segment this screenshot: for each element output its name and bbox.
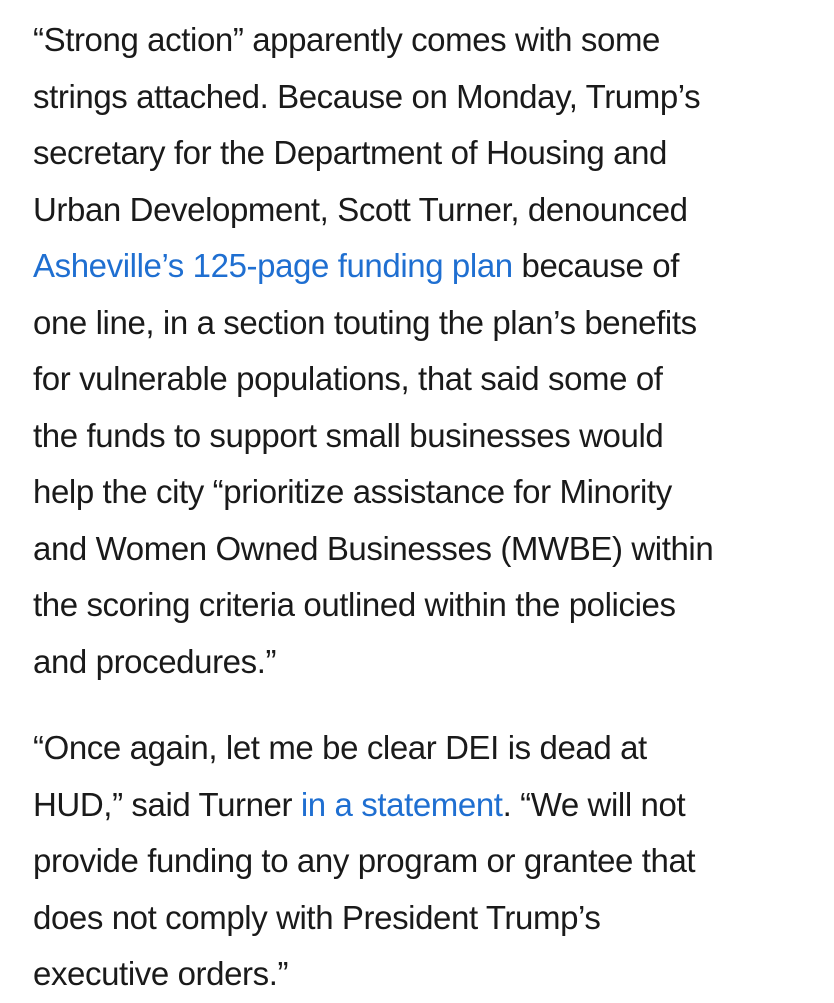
text-line: and procedures.” (33, 642, 277, 680)
text-line: one line, in a section touting the plan’s benefits (33, 303, 697, 341)
funding-plan-link[interactable]: Asheville’s 125-page funding plan (33, 247, 513, 284)
text-segment: HUD,” said Turner (33, 785, 301, 823)
article-body (33, 12, 823, 1003)
text-line: Urban Development, Scott Turner, denounced (33, 190, 688, 228)
text-segment: because of (512, 247, 679, 284)
text-line: and Women Owned Businesses (MWBE) within (33, 529, 714, 567)
text-line: executive orders.” (33, 955, 289, 992)
text-line: “Once again, let me be clear DEI is dead at (33, 729, 647, 766)
paragraph-1 (33, 12, 823, 690)
text-line (33, 238, 823, 295)
statement-link[interactable]: in a statement (300, 785, 503, 823)
text-line: provide funding to any program or grantee that (33, 842, 696, 879)
text-line: does not comply with President Trump’s (33, 898, 601, 936)
text-line: the funds to support small businesses would (33, 416, 664, 454)
text-line (33, 777, 823, 834)
text-line: the scoring criteria outlined within the policies (33, 586, 676, 623)
paragraph-2 (33, 720, 823, 1003)
text-line: strings attached. Because on Monday, Trump’s (33, 77, 701, 115)
text-line: secretary for the Department of Housing and (33, 134, 667, 171)
text-line: for vulnerable populations, that said some of (33, 360, 663, 397)
text-line: “Strong action” apparently comes with some (33, 21, 660, 58)
text-segment: . “We will not (502, 785, 686, 823)
text-line: help the city “prioritize assistance for Minority (33, 473, 672, 510)
